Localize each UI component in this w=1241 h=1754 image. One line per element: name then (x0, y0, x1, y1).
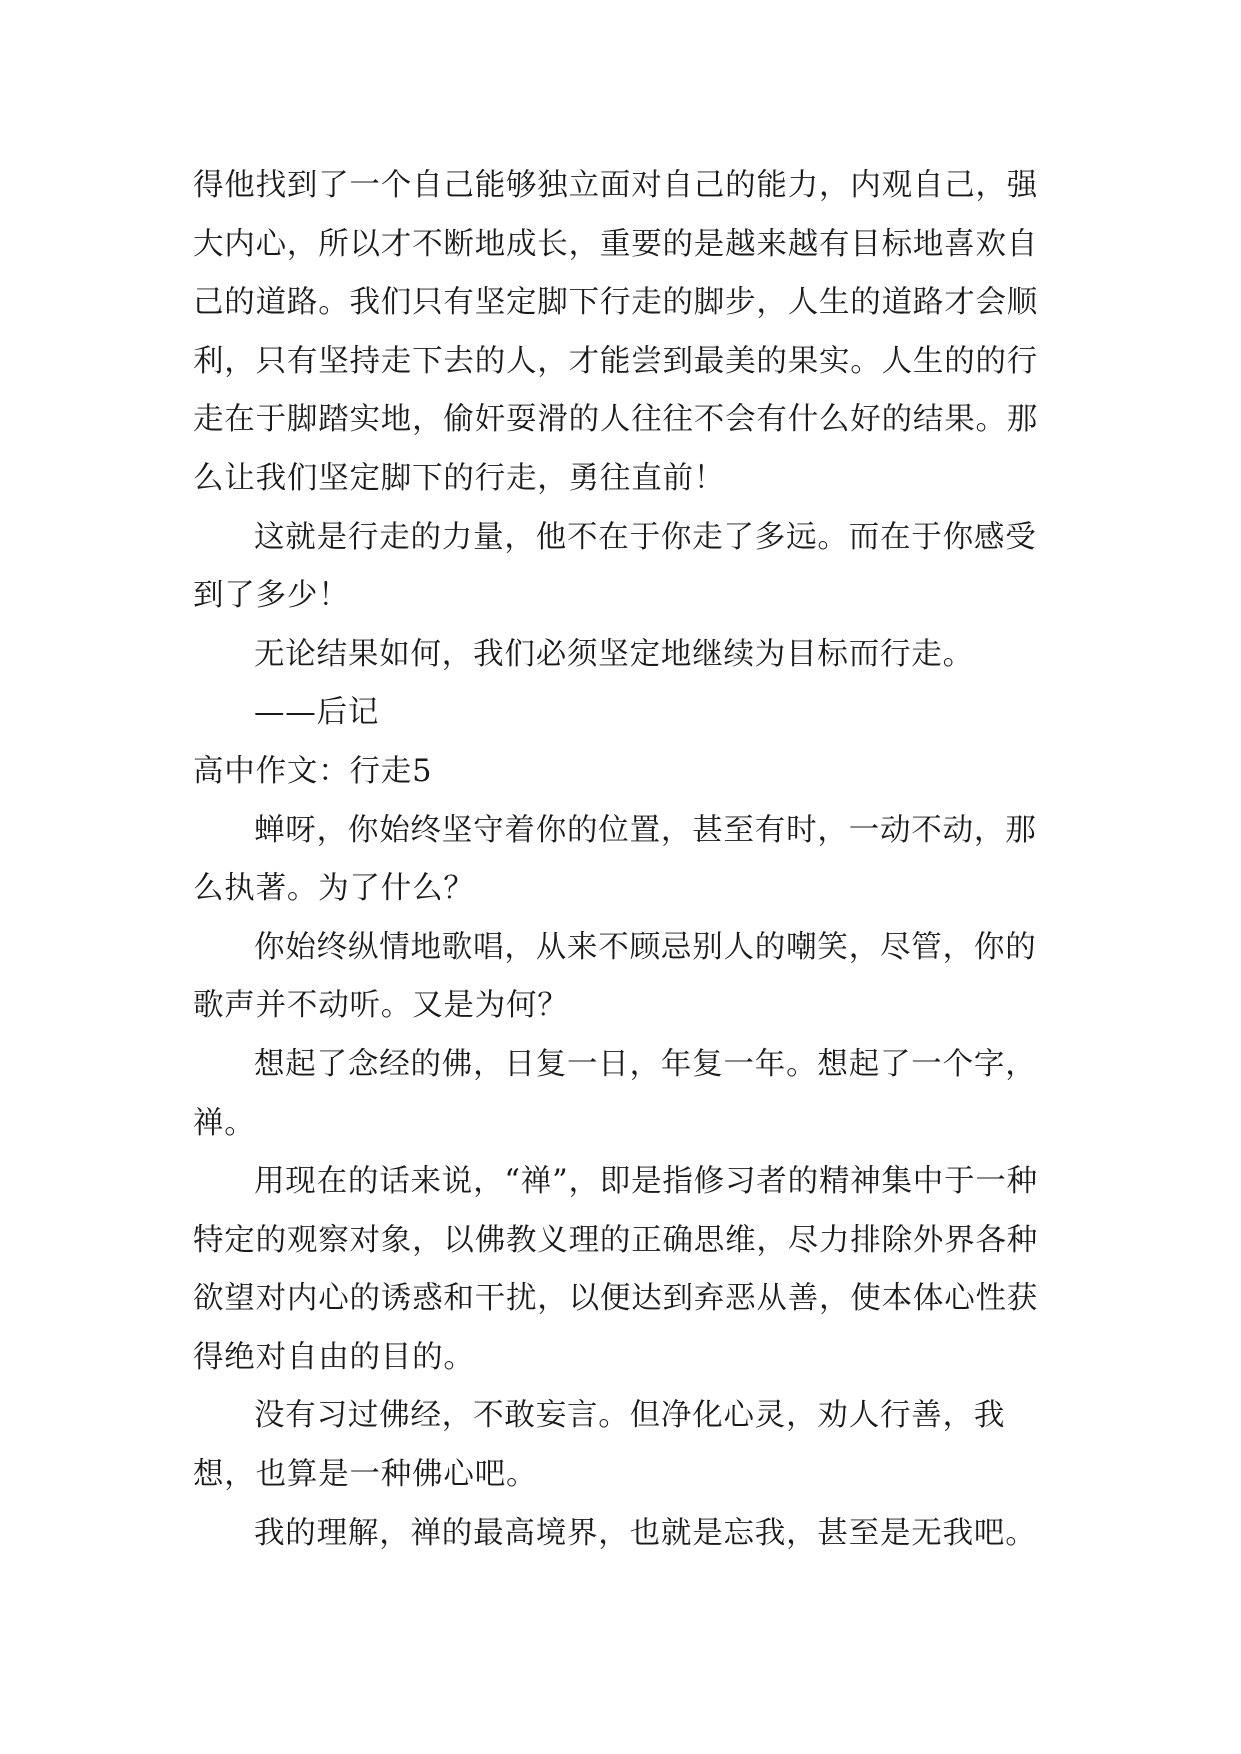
paragraph-selflessness: 我的理解，禅的最高境界，也就是忘我，甚至是无我吧。 (254, 1515, 1037, 1551)
document-body (193, 157, 1061, 1563)
paragraph-buddha-heart: 没有习过佛经，不敢妄言。但净化心灵，劝人行善，我想，也算是一种佛心吧。 (193, 1398, 1006, 1493)
paragraph-cicada-position: 蝉呀，你始终坚守着你的位置，甚至有时，一动不动，那么执著。为了什么？ (193, 812, 1037, 907)
paragraph-buddha-chan: 想起了念经的佛，日复一日，年复一年。想起了一个字，禅。 (193, 1046, 1037, 1141)
essay-title: 高中作文：行走5 (193, 753, 433, 789)
paragraph-walking-power: 这就是行走的力量，他不在于你走了多远。而在于你感受到了多少！ (193, 519, 1037, 614)
paragraph-keep-walking: 无论结果如何，我们必须坚定地继续为目标而行走。 (254, 636, 974, 672)
paragraph-cicada-song: 你始终纵情地歌唱，从来不顾忌别人的嘲笑，尽管，你的歌声并不动听。又是为何？ (193, 929, 1037, 1024)
paragraph-continuation: 得他找到了一个自己能够独立面对自己的能力，内观自己，强大内心，所以才不断地成长，重要的是越来越有目标地喜欢自己的道路。我们只有坚定脚下行走的脚步，人生的道路才会顺利，只有坚持走下去的人，才能尝到最美的果实。人生的的行走在于脚踏实地，偷奸耍滑的人往往不会有什么好的结果。那么让我们坚定脚下的行走，勇往直前！ (193, 168, 1039, 496)
paragraph-chan-definition: 用现在的话来说，“禅”，即是指修习者的精神集中于一种特定的观察对象，以佛教义理的正确思维，尽力排除外界各种欲望对内心的诱惑和干扰，以便达到弃恶从善，使本体心性获得绝对自由的目的。 (193, 1164, 1039, 1375)
postscript-label: ——后记 (254, 695, 380, 731)
